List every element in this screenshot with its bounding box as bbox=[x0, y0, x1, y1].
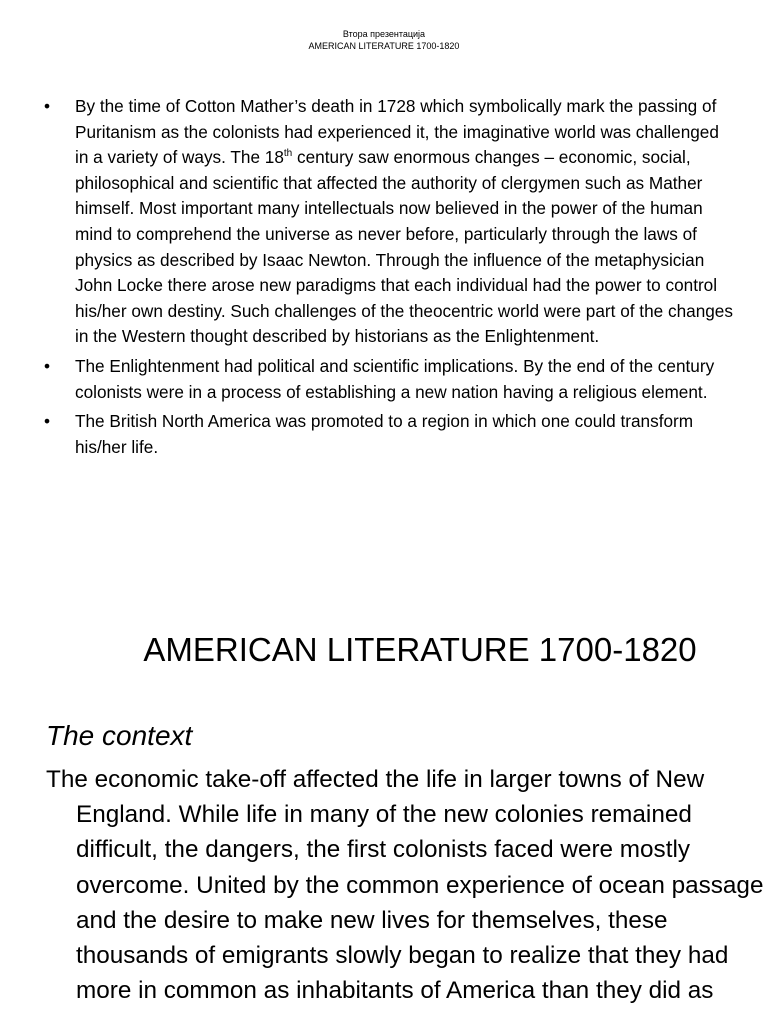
page-header bbox=[0, 28, 768, 52]
slide-title: AMERICAN LITERATURE 1700-1820 bbox=[143, 631, 697, 668]
bullet-item-1 bbox=[44, 94, 734, 350]
header-line-2: AMERICAN LITERATURE 1700-1820 bbox=[308, 41, 460, 51]
bullet-item-3: • The British North America was promoted to a region in which one could transform his/her life. bbox=[44, 409, 734, 460]
bullet-item-2: • The Enlightenment had political and scientific implications. By the end of the century colonists were in a process of establishing a new nation having a religious element. bbox=[44, 354, 734, 405]
body-paragraph: The economic take-off affected the life in larger towns of New England. While life in many of the new colonies remained difficult, the dangers, the first colonists faced were mostly overcome. United by the common experience of ocean passage and the desire to make new lives for themselves, these thousands of emigrants slowly began to realize that they had more in common as inhabitants of America than they did as bbox=[46, 766, 764, 1005]
header-line-1: Втора презентација bbox=[342, 29, 426, 39]
bullet-1-superscript: th bbox=[283, 148, 293, 160]
section-subtitle: The context bbox=[46, 720, 193, 751]
bullet-1-text-start: By the time of Cotton Mather’s death in 1728 which symbolically mark the passing of Puritanism as the colonists had experienced it, the imaginative world was challenged in a variety of ways. The 18 bbox=[75, 96, 719, 168]
bullet-1-text-end: century saw enormous changes – economic, social, philosophical and scientific that affected the authority of clergymen such as Mather himself. Most important many intellectuals now believed in the power of the human mind to comprehend the universe as never before, particularly through the laws of physics as described by Isaac Newton. Through the influence of the metaphysician John Locke there arose new paradigms that each individual had the power to control his/her own destiny. Such challenges of the theocentric world were part of the changes in the Western thought described by historians as the Enlightenment. bbox=[75, 147, 733, 347]
bullet-list bbox=[44, 94, 734, 464]
